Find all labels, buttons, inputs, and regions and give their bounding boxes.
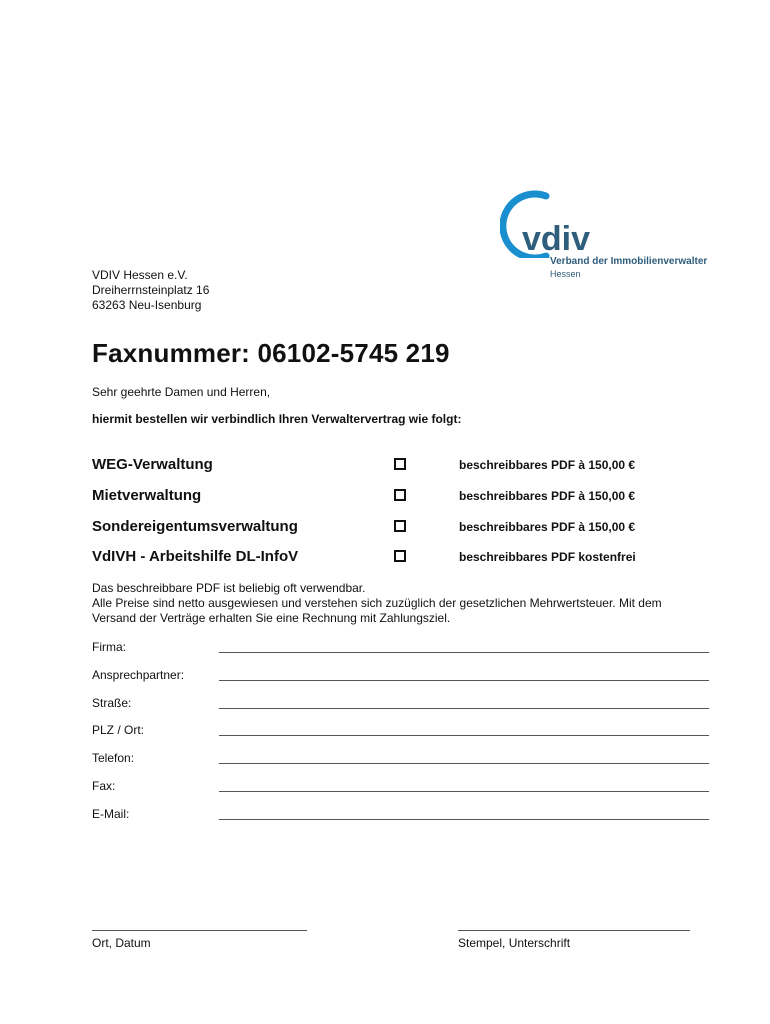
field-firma	[92, 640, 712, 658]
product-name: Mietverwaltung	[92, 487, 202, 504]
strasse-input[interactable]	[219, 708, 709, 709]
field-plz-ort	[92, 723, 712, 741]
product-price: beschreibbares PDF à 150,00 €	[459, 489, 636, 503]
fax-input[interactable]	[219, 791, 709, 792]
salutation: Sehr geehrte Damen und Herren,	[92, 385, 271, 399]
fax-number-heading: Faxnummer: 06102-5745 219	[92, 338, 450, 368]
field-telefon	[92, 751, 712, 769]
recipient-address	[92, 268, 209, 313]
stamp-signature-line[interactable]	[458, 930, 690, 931]
field-label: Ansprechpartner:	[92, 668, 185, 682]
vdiv-logo-icon	[500, 188, 715, 258]
ansprechpartner-input[interactable]	[219, 680, 709, 681]
product-name: WEG-Verwaltung	[92, 456, 213, 473]
product-row-dlinfov	[92, 548, 692, 568]
product-row-weg	[92, 456, 692, 476]
field-fax	[92, 779, 712, 797]
note-line-3: Versand der Verträge erhalten Sie eine Rechnung mit Zahlungsziel.	[92, 611, 451, 625]
field-email	[92, 807, 712, 825]
logo-line-1: Verband der Immobilienverwalter	[550, 256, 708, 267]
order-intro: hiermit bestellen wir verbindlich Ihren Verwaltervertrag wie folgt:	[92, 412, 462, 426]
note-line-1: Das beschreibbare PDF ist beliebig oft verwendbar.	[92, 581, 366, 595]
logo-line-2: Hessen	[550, 269, 581, 279]
product-price: beschreibbares PDF kostenfrei	[459, 550, 636, 564]
note-line-2: Alle Preise sind netto ausgewiesen und verstehen sich zuzüglich der gesetzlichen Mehrwertsteuer. Mit dem	[92, 596, 662, 610]
address-line-3: 63263 Neu-Isenburg	[92, 298, 202, 312]
product-checkbox[interactable]	[394, 489, 406, 501]
vdiv-logo	[500, 188, 715, 283]
field-label: Fax:	[92, 779, 116, 793]
logo-wordmark: vdiv	[522, 220, 591, 258]
telefon-input[interactable]	[219, 763, 709, 764]
field-label: Telefon:	[92, 751, 135, 765]
field-ansprechpartner	[92, 668, 712, 686]
product-name: VdIVH - Arbeitshilfe DL-InfoV	[92, 548, 299, 565]
product-checkbox[interactable]	[394, 550, 406, 562]
product-row-sonder	[92, 518, 692, 538]
field-label: Firma:	[92, 640, 126, 654]
product-price: beschreibbares PDF à 150,00 €	[459, 520, 636, 534]
firma-input[interactable]	[219, 652, 709, 653]
product-checkbox[interactable]	[394, 520, 406, 532]
date-signature-line[interactable]	[92, 930, 307, 931]
stamp-label: Stempel, Unterschrift	[458, 936, 571, 950]
address-line-2: Dreiherrnsteinplatz 16	[92, 283, 210, 297]
field-label: PLZ / Ort:	[92, 723, 145, 737]
email-input[interactable]	[219, 819, 709, 820]
plz-ort-input[interactable]	[219, 735, 709, 736]
pricing-note	[92, 581, 732, 626]
address-line-1: VDIV Hessen e.V.	[92, 268, 188, 282]
product-price: beschreibbares PDF à 150,00 €	[459, 458, 636, 472]
product-checkbox[interactable]	[394, 458, 406, 470]
product-name: Sondereigentumsverwaltung	[92, 518, 298, 535]
field-label: E-Mail:	[92, 807, 130, 821]
product-row-miet	[92, 487, 692, 507]
date-label: Ort, Datum	[92, 936, 151, 950]
field-strasse	[92, 696, 712, 714]
field-label: Straße:	[92, 696, 132, 710]
